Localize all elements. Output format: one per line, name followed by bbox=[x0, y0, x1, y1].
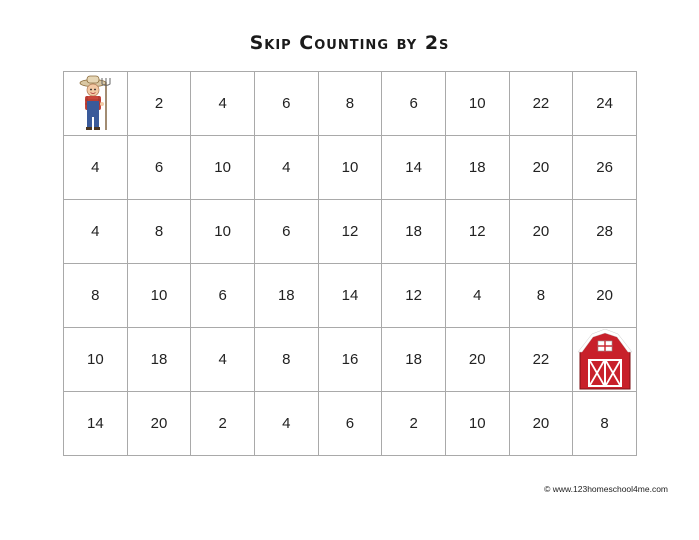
grid-cell: 4 bbox=[255, 136, 319, 200]
page-title: Skip Counting by 2s bbox=[249, 32, 450, 54]
grid-cell: 4 bbox=[255, 392, 319, 456]
grid-cell: 6 bbox=[382, 72, 446, 136]
grid-cell: 14 bbox=[64, 392, 128, 456]
grid-cell: 8 bbox=[319, 72, 383, 136]
grid-cell: 4 bbox=[191, 72, 255, 136]
grid-cell: 10 bbox=[446, 72, 510, 136]
grid-cell: 12 bbox=[382, 264, 446, 328]
grid-cell: 10 bbox=[446, 392, 510, 456]
grid-cell: 26 bbox=[573, 136, 637, 200]
grid-cell: 4 bbox=[446, 264, 510, 328]
grid-cell: 10 bbox=[128, 264, 192, 328]
barn-icon bbox=[576, 329, 634, 391]
grid-cell: 18 bbox=[382, 200, 446, 264]
grid-cell: 20 bbox=[510, 392, 574, 456]
grid-cell: 6 bbox=[255, 200, 319, 264]
grid-cell: 20 bbox=[573, 264, 637, 328]
grid-cell: 24 bbox=[573, 72, 637, 136]
grid-cell: 14 bbox=[382, 136, 446, 200]
grid-cell: 12 bbox=[319, 200, 383, 264]
grid-cell: 20 bbox=[510, 136, 574, 200]
grid-cell: 8 bbox=[573, 392, 637, 456]
grid-cell: 4 bbox=[64, 200, 128, 264]
grid-cell: 14 bbox=[319, 264, 383, 328]
grid-cell: 18 bbox=[446, 136, 510, 200]
grid-cell: 6 bbox=[191, 264, 255, 328]
grid-cell: 18 bbox=[255, 264, 319, 328]
grid-cell: 20 bbox=[128, 392, 192, 456]
grid-cell: 22 bbox=[510, 328, 574, 392]
grid-cell: 4 bbox=[191, 328, 255, 392]
farmer-icon bbox=[78, 74, 112, 134]
grid-cell: 8 bbox=[510, 264, 574, 328]
grid-cell: 10 bbox=[64, 328, 128, 392]
grid-cell: 18 bbox=[382, 328, 446, 392]
grid-cell: 2 bbox=[128, 72, 192, 136]
grid-cell: 28 bbox=[573, 200, 637, 264]
grid-cell: 4 bbox=[64, 136, 128, 200]
grid-cell: 2 bbox=[382, 392, 446, 456]
copyright-text: © www.123homeschool4me.com bbox=[544, 484, 668, 494]
start-cell bbox=[64, 72, 128, 136]
grid-cell: 10 bbox=[191, 136, 255, 200]
grid-cell: 18 bbox=[128, 328, 192, 392]
grid-cell: 20 bbox=[446, 328, 510, 392]
skip-counting-grid bbox=[63, 71, 637, 456]
grid-cell: 8 bbox=[128, 200, 192, 264]
grid-cell: 6 bbox=[319, 392, 383, 456]
grid-cell: 12 bbox=[446, 200, 510, 264]
grid-cell: 2 bbox=[191, 392, 255, 456]
grid-cell: 22 bbox=[510, 72, 574, 136]
grid-cell: 20 bbox=[510, 200, 574, 264]
grid-cell: 10 bbox=[191, 200, 255, 264]
grid-cell: 6 bbox=[255, 72, 319, 136]
grid-cell: 6 bbox=[128, 136, 192, 200]
grid-cell: 16 bbox=[319, 328, 383, 392]
end-cell bbox=[573, 328, 637, 392]
grid-cell: 8 bbox=[255, 328, 319, 392]
grid-cell: 10 bbox=[319, 136, 383, 200]
grid-cell: 8 bbox=[64, 264, 128, 328]
